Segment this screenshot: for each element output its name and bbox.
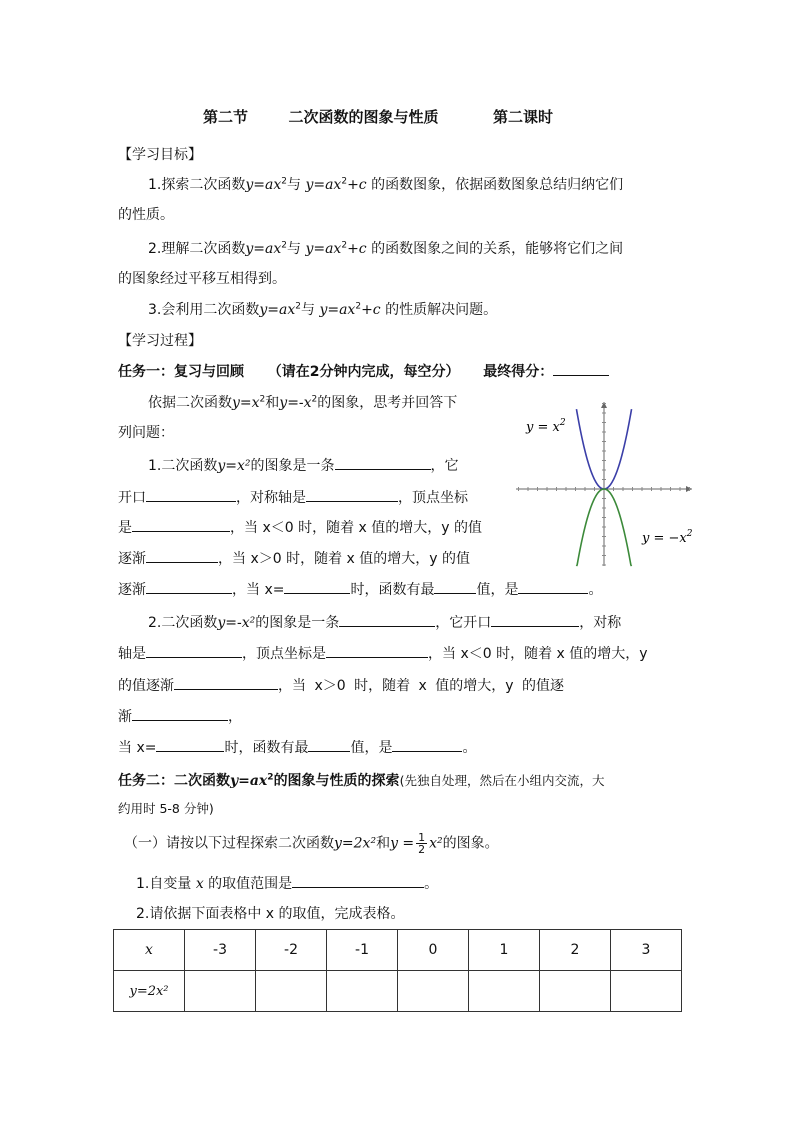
x-header-cell: x [114,930,185,971]
q1-line4: 逐渐 ，当 x＞0 时，随着 x 值的增大，y 的值 [118,548,470,570]
task2-sub1: （一）请按以下过程探索二次函数y=2x²和y = $\frac{1}{2}$ x²的图象。 [124,831,499,856]
x-value-cell: 0 [398,930,469,971]
task2-step1: 1.自变量 x 的取值范围是 。 [136,873,438,895]
q1-opening-blank[interactable] [146,487,236,502]
y-input-cell[interactable] [469,971,540,1012]
task2-line2: 约用时 5-8 分钟) [118,801,214,816]
y-input-cell[interactable] [256,971,327,1012]
q1-line1: 1.二次函数y=x²的图象是一条 ，它 [148,455,459,477]
q1-extreme-blank[interactable] [434,579,476,594]
values-table [113,929,682,1012]
q2-trend-left-blank[interactable] [174,675,278,690]
title-lesson: 第二课时 [492,108,553,126]
task2-line1: 任务二：二次函数$y=ax^2$的图象与性质的探索(先独自处理，然后在小组内交流，大 [118,772,605,789]
x-value-cell: 2 [540,930,611,971]
y-input-cell[interactable] [398,971,469,1012]
q2-axis-blank[interactable] [146,643,242,658]
one-half-fraction: $\frac{1}{2}$ [418,831,426,856]
page-title [203,106,553,128]
x-value-cell: 3 [611,930,682,971]
title-section: 第二节 [203,108,249,126]
y-header-cell: y=2x² [114,971,185,1012]
q1-trend-right-blank[interactable] [146,579,232,594]
y-input-cell[interactable] [611,971,682,1012]
objective-2-line2: 的图象经过平移互相得到。 [118,271,286,287]
q2-opening-blank[interactable] [491,612,579,627]
title-topic: 二次函数的图象与性质 [288,108,439,126]
q1-line2: 开口 ，对称轴是 ，顶点坐标 [118,487,468,509]
q2-line3: 的值逐渐 ，当 x＞0 时，随着 x 值的增大，y 的值逐 [118,675,564,697]
x-value-cell: -3 [185,930,256,971]
task1-header [118,361,609,383]
task2-step2: 2.请依据下面表格中 x 的取值，完成表格。 [136,906,405,922]
y-input-cell[interactable] [185,971,256,1012]
domain-blank[interactable] [292,873,424,888]
x-value-cell: -1 [327,930,398,971]
y-input-cell[interactable] [327,971,398,1012]
table-row [114,971,682,1012]
task1-title: 任务一：复习与回顾 [118,364,244,380]
task1-intro-line1: 依据二次函数$y=x^2$和$y=-x^2$的图象，思考并回答下 [148,394,458,411]
q1-trend-left-blank[interactable] [146,548,218,563]
q1-line3: 是 ，当 x＜0 时，随着 x 值的增大，y 的值 [118,517,482,539]
y-input-cell[interactable] [540,971,611,1012]
objective-1-line2: 的性质。 [118,207,174,223]
q1-axis-blank[interactable] [306,487,398,502]
q2-vertex-blank[interactable] [326,643,428,658]
x-value-cell: -2 [256,930,327,971]
q1-line5: 逐渐 ，当 x= 时，函数有最 值，是 。 [118,579,602,601]
q2-x-blank[interactable] [156,737,224,752]
q1-shape-blank[interactable] [335,455,431,470]
label-y-equals-x-squared: $y = x^2$ [526,418,566,435]
q2-line2: 轴是 ，顶点坐标是 ，当 x＜0 时，随着 x 值的增大，y [118,643,648,665]
score-blank[interactable] [553,361,609,376]
q1-x-blank[interactable] [284,579,350,594]
q1-vertex-blank[interactable] [132,517,230,532]
table-row [114,930,682,971]
objective-2-line1: 2.理解二次函数$y=ax^2$与 $y=ax^2+c$ 的函数图象之间的关系，能够将它们之间 [148,240,624,257]
q2-line1: 2.二次函数y=-x²的图象是一条 ，它开口 ，对称 [148,612,621,634]
objectives-heading: 【学习目标】 [118,147,202,163]
task1-score-label: 最终得分： [483,364,554,380]
q1-value-blank[interactable] [518,579,588,594]
parabola-graph [512,398,696,570]
label-y-equals-minus-x-squared: $y = -x^2$ [642,529,693,546]
objective-1-line1: 1.探索二次函数$y=ax^2$与 $y=ax^2+c$ 的函数图象，依据函数图象总结归纳它们 [148,176,624,193]
q2-trend-right-blank[interactable] [132,706,228,721]
q2-value-blank[interactable] [392,737,462,752]
task1-instruction: （请在2分钟内完成，每空分） [267,364,460,380]
q2-extreme-blank[interactable] [308,737,350,752]
q2-shape-blank[interactable] [339,612,435,627]
q2-line4: 渐 ， [118,706,242,728]
task1-intro-line2: 列问题： [118,425,174,441]
process-heading: 【学习过程】 [118,333,202,349]
q2-line5: 当 x= 时，函数有最 值，是 。 [118,737,476,759]
x-value-cell: 1 [469,930,540,971]
objective-3: 3.会利用二次函数$y=ax^2$与 $y=ax^2+c$ 的性质解决问题。 [148,301,498,318]
